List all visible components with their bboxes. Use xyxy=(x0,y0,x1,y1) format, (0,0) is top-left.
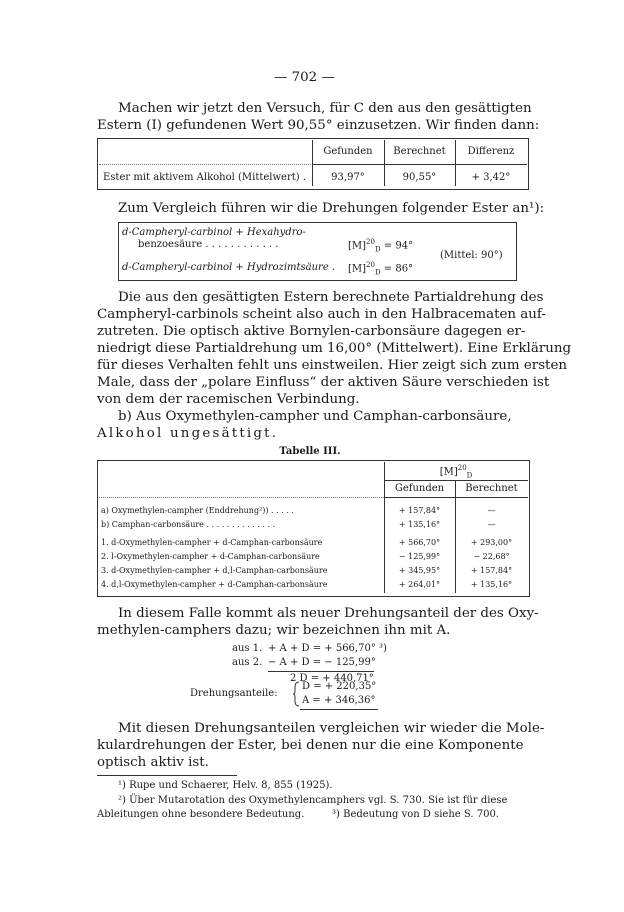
table-3-row-label: 2. l-Oxymethylen-campher + d-Camphan-carbonsäure xyxy=(101,552,320,561)
d-line-sub: D xyxy=(374,268,381,277)
table-2-row-1-number: = 94° xyxy=(383,240,414,252)
intro-line-1: Machen wir jetzt den Versuch, für C den aus den gesättigten xyxy=(118,101,532,116)
calc-aus-2-label: aus 2. xyxy=(232,657,263,668)
page-number: — 702 — xyxy=(274,70,335,85)
table-2-row-1-line-1: d-Campheryl-carbinol + Hexahydro- xyxy=(122,227,306,238)
table-2-mittel: (Mittel: 90°) xyxy=(440,250,503,261)
section-b-heading: b) Aus Oxymethylen-campher und Camphan-carbonsäure, xyxy=(118,409,512,424)
table-2-row-1-value xyxy=(348,238,413,253)
rotation-symbol: [M] xyxy=(348,263,367,275)
section-b-subheading: Alkohol ungesättigt. xyxy=(97,426,279,441)
table-3-row-gefunden: − 125,99° xyxy=(398,552,441,561)
intro-line-2: Estern (I) gefundenen Wert 90,55° einzusetzen. Wir finden dann: xyxy=(97,118,540,133)
table-3-row-label: a) Oxymethylen-campher (Enddrehung²)) . . . . . xyxy=(101,506,294,515)
calc-result-rule xyxy=(300,709,378,710)
table-3-subheader-rule xyxy=(384,480,528,481)
temperature-sup: 20 xyxy=(366,238,375,246)
table-1-row-gefunden: 93,97° xyxy=(331,172,365,183)
paragraph-2-line-2: methylen-camphers dazu; wir bezeichnen ihn mit A. xyxy=(97,623,451,638)
table-3-col-gefunden: Gefunden xyxy=(394,483,445,494)
table-1-row-berechnet: 90,55° xyxy=(402,172,437,183)
footnote-2-continued: Ableitungen ohne besondere Bedeutung. xyxy=(97,809,305,820)
table-2-row-1-line-2: benzoesäure . . . . . . . . . . . . xyxy=(138,239,279,250)
table-3-row-berechnet: — xyxy=(487,506,496,515)
table-1-col-berechnet: Berechnet xyxy=(393,146,446,157)
table-3-header-rule xyxy=(384,497,528,498)
rotation-symbol: [M] xyxy=(348,240,367,252)
temperature-sup: 20 xyxy=(457,464,467,472)
calc-aus-2-expr: − A + D = − 125,99° xyxy=(268,657,376,668)
curly-brace-icon xyxy=(292,681,300,707)
calc-a-value: A = + 346,36° xyxy=(302,695,376,706)
d-line-sub: D xyxy=(374,245,381,254)
table-2-row-2-label: d-Campheryl-carbinol + Hydrozimtsäure . xyxy=(122,262,336,273)
paragraph-1-line-6: Male, dass der „polare Einfluss“ der aktiven Säure verschieden ist xyxy=(97,375,550,390)
calc-d-value: D = + 220,35° xyxy=(302,681,377,692)
table-3-row-label: 3. d-Oxymethylen-campher + d,l-Camphan-carbonsäure xyxy=(101,566,328,575)
paragraph-1-line-3: zutreten. Die optisch aktive Bornylen-carbonsäure dagegen er- xyxy=(97,324,526,339)
compare-line: Zum Vergleich führen wir die Drehungen folgender Ester an¹): xyxy=(118,201,545,216)
calc-anteile-label: Drehungsanteile: xyxy=(190,688,278,699)
table-3-row-berechnet: — xyxy=(487,520,496,529)
paragraph-3-line-3: optisch aktiv ist. xyxy=(97,755,209,770)
footnote-2: ²) Über Mutarotation des Oxymethylencamphers vgl. S. 730. Sie ist für diese xyxy=(118,795,508,806)
table-3-row-label: 4. d,l-Oxymethylen-campher + d-Camphan-carbonsäure xyxy=(101,580,328,589)
calc-sum-rule xyxy=(268,671,374,672)
table-3-row-berechnet: + 293,00° xyxy=(470,538,513,547)
table-3-row-label: 1. d-Oxymethylen-campher + d-Camphan-carbonsäure xyxy=(101,538,323,547)
temperature-sup: 20 xyxy=(366,261,375,269)
table-2-row-2-number: = 86° xyxy=(383,263,414,275)
table-3-row-berechnet: + 157,84° xyxy=(470,566,513,575)
table-3-row-gefunden: + 135,16° xyxy=(398,520,441,529)
table-3-row-berechnet: − 22,68° xyxy=(473,552,510,561)
table-3-col-berechnet: Berechnet xyxy=(465,483,518,494)
table-3-rotation-header xyxy=(384,464,528,479)
table-1-header-rule xyxy=(312,164,527,165)
calc-aus-1-label: aus 1. xyxy=(232,643,263,654)
table-2-row-2-value xyxy=(348,261,413,276)
table-3-row-gefunden: + 157,84° xyxy=(398,506,441,515)
table-3-row-gefunden: + 345,95° xyxy=(398,566,441,575)
d-line-sub: D xyxy=(466,471,473,480)
paragraph-1-line-1: Die aus den gesättigten Estern berechnete Partialdrehung des xyxy=(118,290,544,305)
footnote-rule xyxy=(97,775,237,776)
table-1-col-differenz: Differenz xyxy=(467,146,515,157)
table-3-row-gefunden: + 264,01° xyxy=(398,580,441,589)
table-3-row-gefunden: + 566,70° xyxy=(398,538,441,547)
table-3-row-berechnet: + 135,16° xyxy=(470,580,513,589)
table-1-row-differenz: + 3,42° xyxy=(471,172,511,183)
table-1-header-dots xyxy=(99,164,311,165)
calc-aus-1-expr: + A + D = + 566,70° ³) xyxy=(268,643,387,654)
table-1-row-label: Ester mit aktivem Alkohol (Mittelwert) . xyxy=(103,172,307,183)
paragraph-3-line-1: Mit diesen Drehungsanteilen vergleichen wir wieder die Mole- xyxy=(118,721,545,736)
paragraph-1-line-2: Campheryl-carbinols scheint also auch in den Halbracematen auf- xyxy=(97,307,546,322)
table-3-caption: Tabelle III. xyxy=(279,446,341,457)
table-3-header-dots xyxy=(99,497,384,498)
paragraph-1-line-4: niedrigt diese Partialdrehung um 16,00° (Mittelwert). Eine Erklärung xyxy=(97,341,572,356)
paragraph-1-line-5: für dieses Verhalten fehlt uns einstweilen. Hier zeigt sich zum ersten xyxy=(97,358,567,373)
paragraph-1-line-7: von dem der racemischen Verbindung. xyxy=(97,392,360,407)
paragraph-3-line-2: kulardrehungen der Ester, bei denen nur die eine Komponente xyxy=(97,738,524,753)
paragraph-2-line-1: In diesem Falle kommt als neuer Drehungsanteil der des Oxy- xyxy=(118,606,539,621)
rotation-symbol: [M] xyxy=(439,466,458,478)
footnote-3: ³) Bedeutung von D siehe S. 700. xyxy=(332,809,499,820)
footnote-1: ¹) Rupe und Schaerer, Helv. 8, 855 (1925). xyxy=(118,780,333,791)
table-3-row-label: b) Camphan-carbonsäure . . . . . . . . . . . . . . xyxy=(101,520,276,529)
calc-sum: 2 D = + 440,71° xyxy=(290,673,374,684)
table-1-col-gefunden: Gefunden xyxy=(323,146,373,157)
